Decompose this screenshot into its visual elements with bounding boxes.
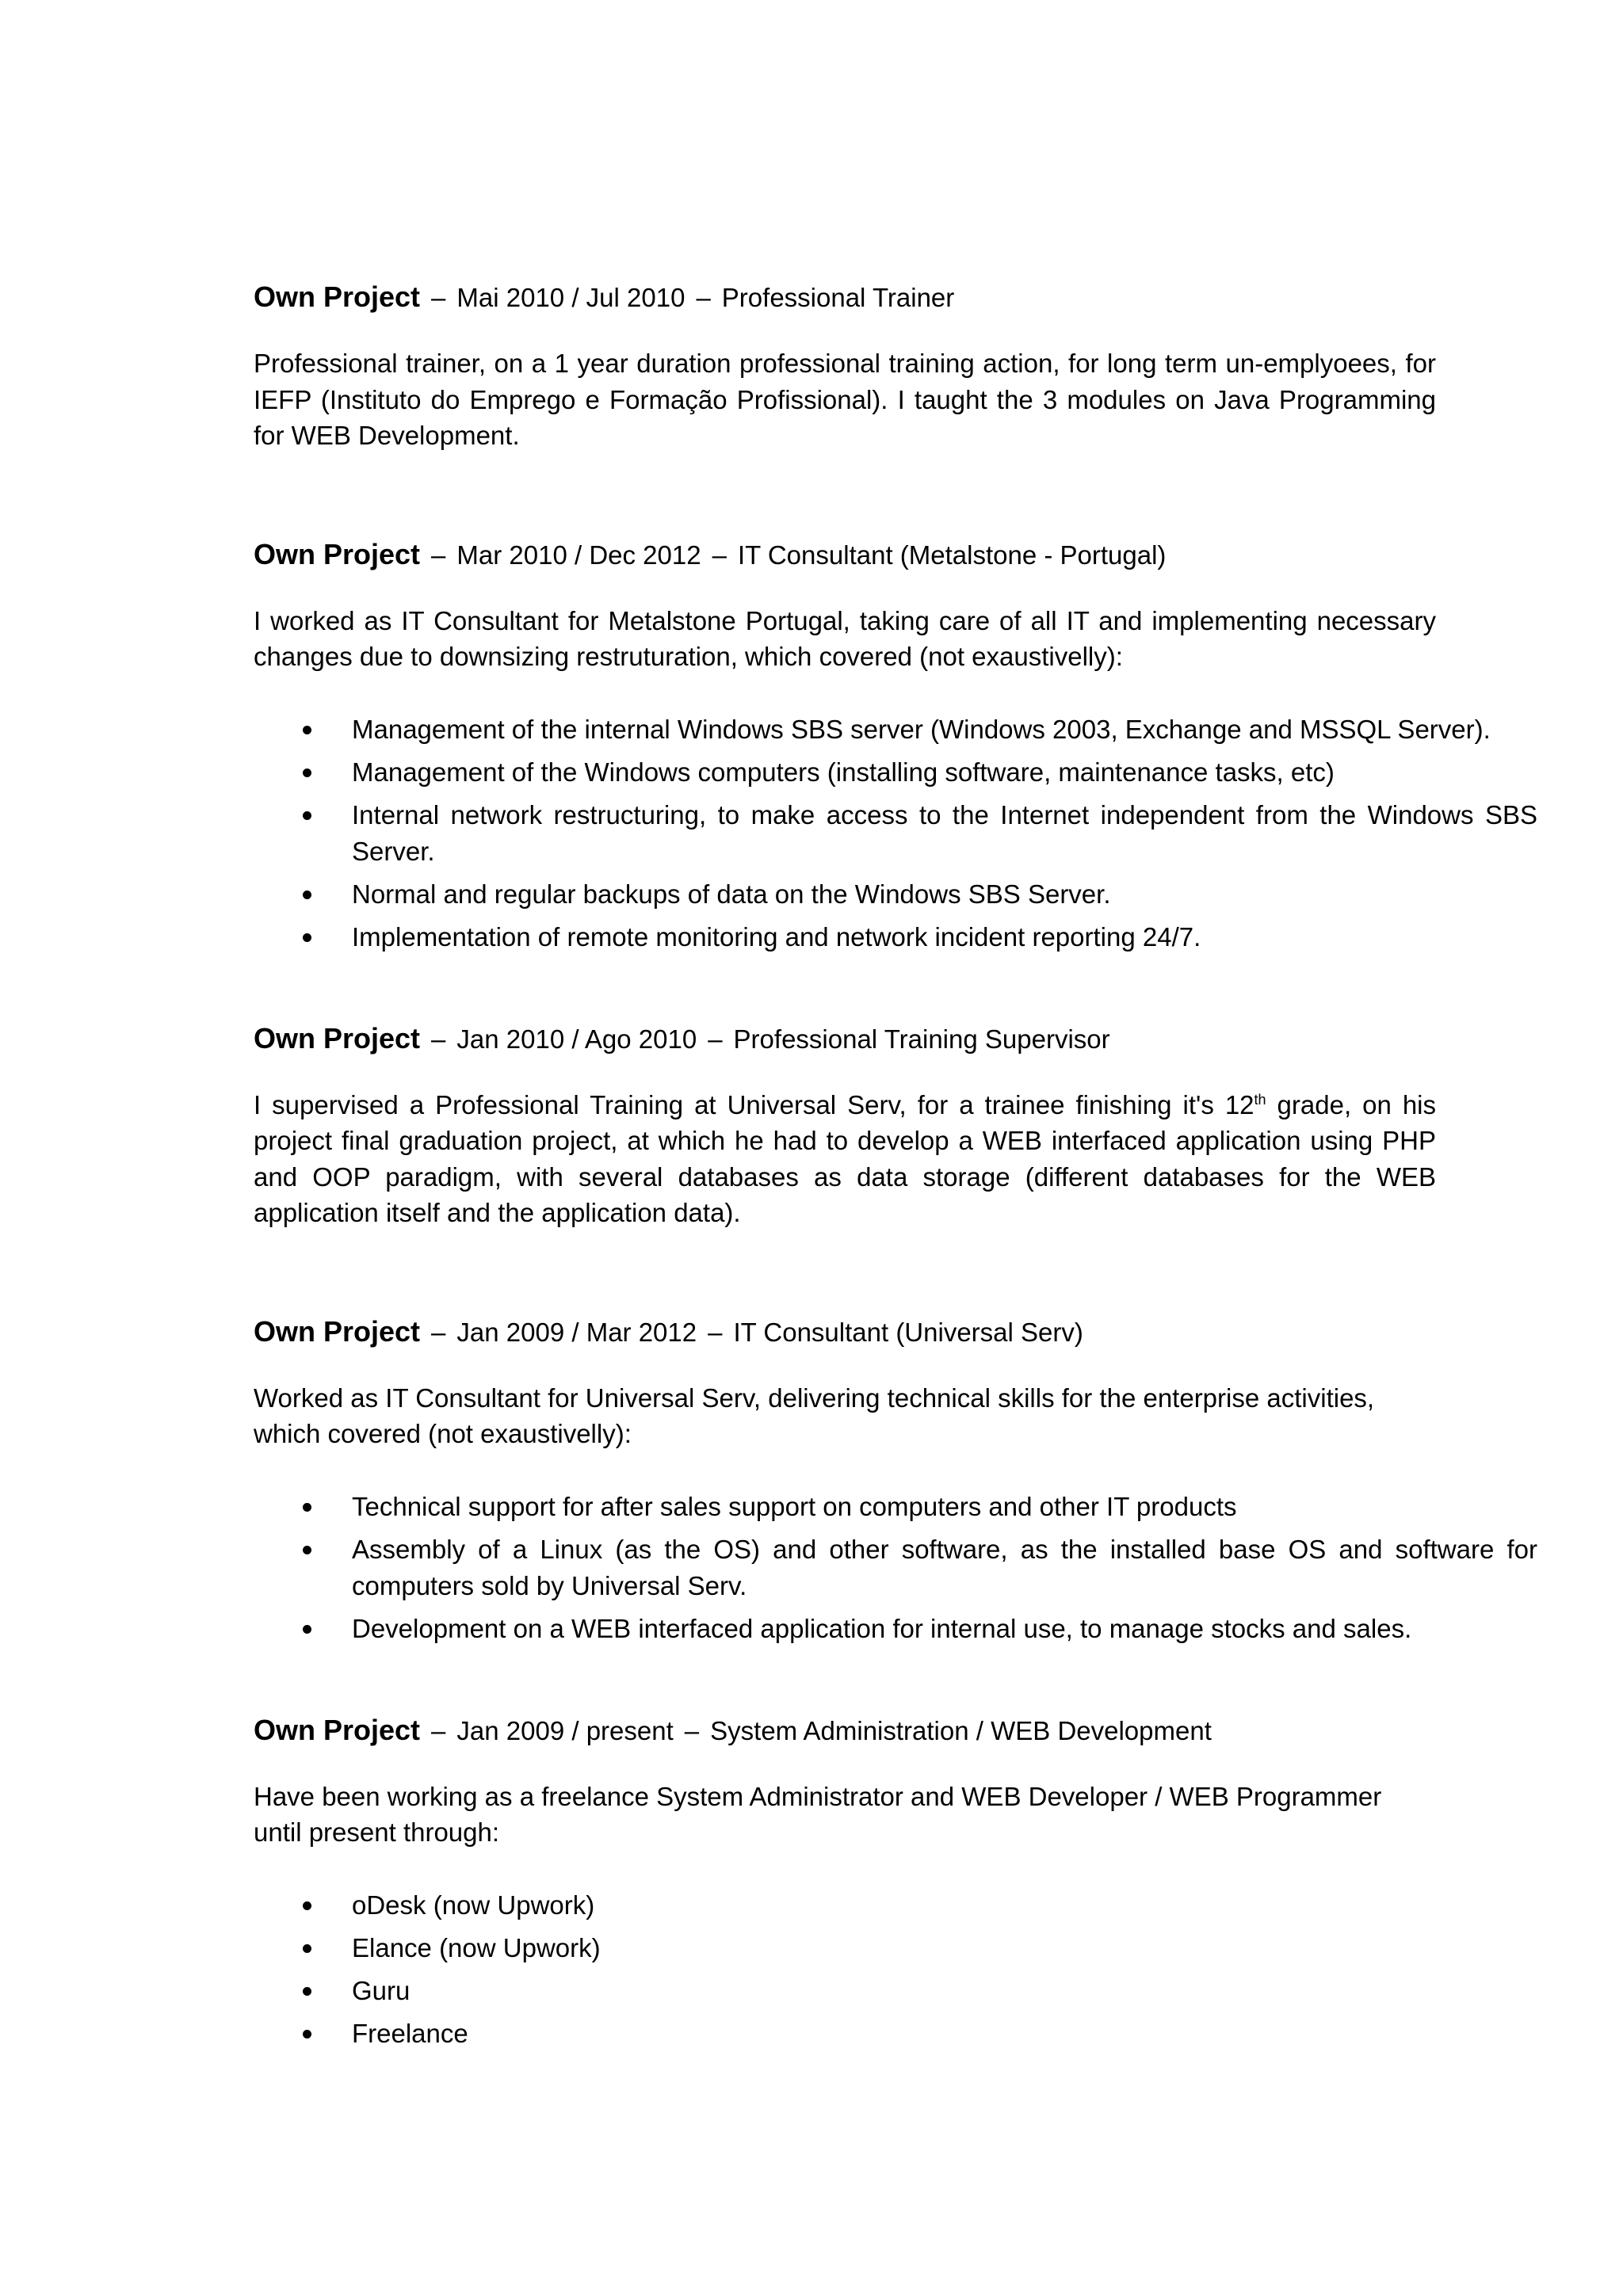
list-item: Management of the internal Windows SBS server (Windows 2003, Exchange and MSSQL Server).	[254, 711, 1537, 748]
entry-header	[254, 1712, 1537, 1749]
entry-period: Mai 2010 / Jul 2010	[456, 283, 685, 312]
entry-company: Own Project	[254, 280, 421, 313]
entry-company: Own Project	[254, 1021, 421, 1055]
list-item: Technical support for after sales support on computers and other IT products	[254, 1489, 1537, 1525]
bullet-icon	[303, 1625, 311, 1634]
experience-entry	[254, 1712, 1537, 2052]
list-item: Development on a WEB interfaced application for internal use, to manage stocks and sales.	[254, 1611, 1537, 1647]
entry-separator: –	[696, 283, 711, 312]
entry-company: Own Project	[254, 537, 421, 570]
experience-entry	[254, 1020, 1537, 1231]
bullet-icon	[303, 1987, 311, 1996]
entry-period: Mar 2010 / Dec 2012	[456, 540, 701, 570]
entry-header	[254, 1314, 1537, 1351]
list-item: Management of the Windows computers (installing software, maintenance tasks, etc)	[254, 754, 1537, 791]
entry-company: Own Project	[254, 1713, 421, 1746]
bullet-icon	[303, 1546, 311, 1554]
entry-separator: –	[708, 1024, 723, 1054]
entry-separator: –	[431, 1317, 446, 1347]
entry-separator: –	[431, 1715, 446, 1745]
bullet-icon	[303, 891, 311, 899]
entry-header	[254, 536, 1537, 574]
resume-page	[254, 279, 1537, 2058]
bullet-icon	[303, 1503, 311, 1512]
bullet-icon	[303, 769, 311, 777]
entry-header	[254, 1020, 1537, 1058]
bullet-icon	[303, 811, 311, 820]
entry-description: I worked as IT Consultant for Metalstone Portugal, taking care of all IT and implementing necessary changes due to downsizing restruturation, which covered (not exaustivelly):	[254, 605, 1436, 671]
bullet-icon	[303, 933, 311, 942]
entry-company: Own Project	[254, 1314, 421, 1348]
entry-separator: –	[684, 1715, 700, 1745]
list-item: Freelance	[254, 2016, 1537, 2052]
list-item: Guru	[254, 1973, 1537, 2009]
entry-separator: –	[708, 1317, 723, 1347]
entry-role: IT Consultant (Metalstone - Portugal)	[737, 540, 1167, 570]
entry-role: Professional Training Supervisor	[733, 1024, 1110, 1054]
list-item: Implementation of remote monitoring and network incident reporting 24/7.	[254, 919, 1537, 955]
entry-bullet-list	[254, 1489, 1537, 1647]
list-item: Internal network restructuring, to make access to the Internet independent from the Windows SBS Server.	[254, 797, 1537, 870]
entry-role: IT Consultant (Universal Serv)	[733, 1317, 1083, 1347]
bullet-icon	[303, 2030, 311, 2039]
list-item: Assembly of a Linux (as the OS) and other software, as the installed base OS and software for computers sold by Universal Serv.	[254, 1531, 1537, 1604]
entry-description: I supervised a Professional Training at Universal Serv, for a trainee finishing it's 12th grade, on his project final graduation project, at which he had to develop a WEB interfaced application using PHP and OOP paradigm, with several databases as data storage (different databases for the WEB application itself and the application data).	[254, 1089, 1437, 1227]
bullet-icon	[303, 1944, 311, 1953]
entry-separator: –	[431, 283, 446, 312]
entry-description: Have been working as a freelance System Administrator and WEB Developer / WEB Programmer until present through:	[254, 1781, 1382, 1847]
bullet-icon	[303, 726, 311, 734]
entry-header	[254, 279, 1537, 316]
entry-description: Professional trainer, on a 1 year duration professional training action, for long term un-emplyoees, for IEFP (Instituto do Emprego e Formação Profissional). I taught the 3 modules on Java Programming for WEB Development.	[254, 349, 1436, 450]
experience-entry	[254, 536, 1537, 955]
entry-description: Worked as IT Consultant for Universal Serv, delivering technical skills for the enterprise activities, which covered (not exaustivelly):	[254, 1383, 1375, 1448]
experience-entry	[254, 1314, 1537, 1647]
entry-period: Jan 2009 / Mar 2012	[456, 1317, 697, 1347]
entry-bullet-list	[254, 711, 1537, 955]
entry-period: Jan 2010 / Ago 2010	[456, 1024, 697, 1054]
list-item: Normal and regular backups of data on the Windows SBS Server.	[254, 876, 1537, 913]
experience-entry	[254, 279, 1537, 454]
entry-role: System Administration / WEB Development	[710, 1715, 1212, 1745]
entry-period: Jan 2009 / present	[456, 1715, 674, 1745]
bullet-icon	[303, 1901, 311, 1910]
list-item: oDesk (now Upwork)	[254, 1887, 1537, 1924]
entry-separator: –	[431, 1024, 446, 1054]
entry-separator: –	[712, 540, 727, 570]
list-item: Elance (now Upwork)	[254, 1930, 1537, 1966]
entry-bullet-list	[254, 1887, 1537, 2052]
entry-separator: –	[431, 540, 446, 570]
entry-role: Professional Trainer	[721, 283, 955, 312]
